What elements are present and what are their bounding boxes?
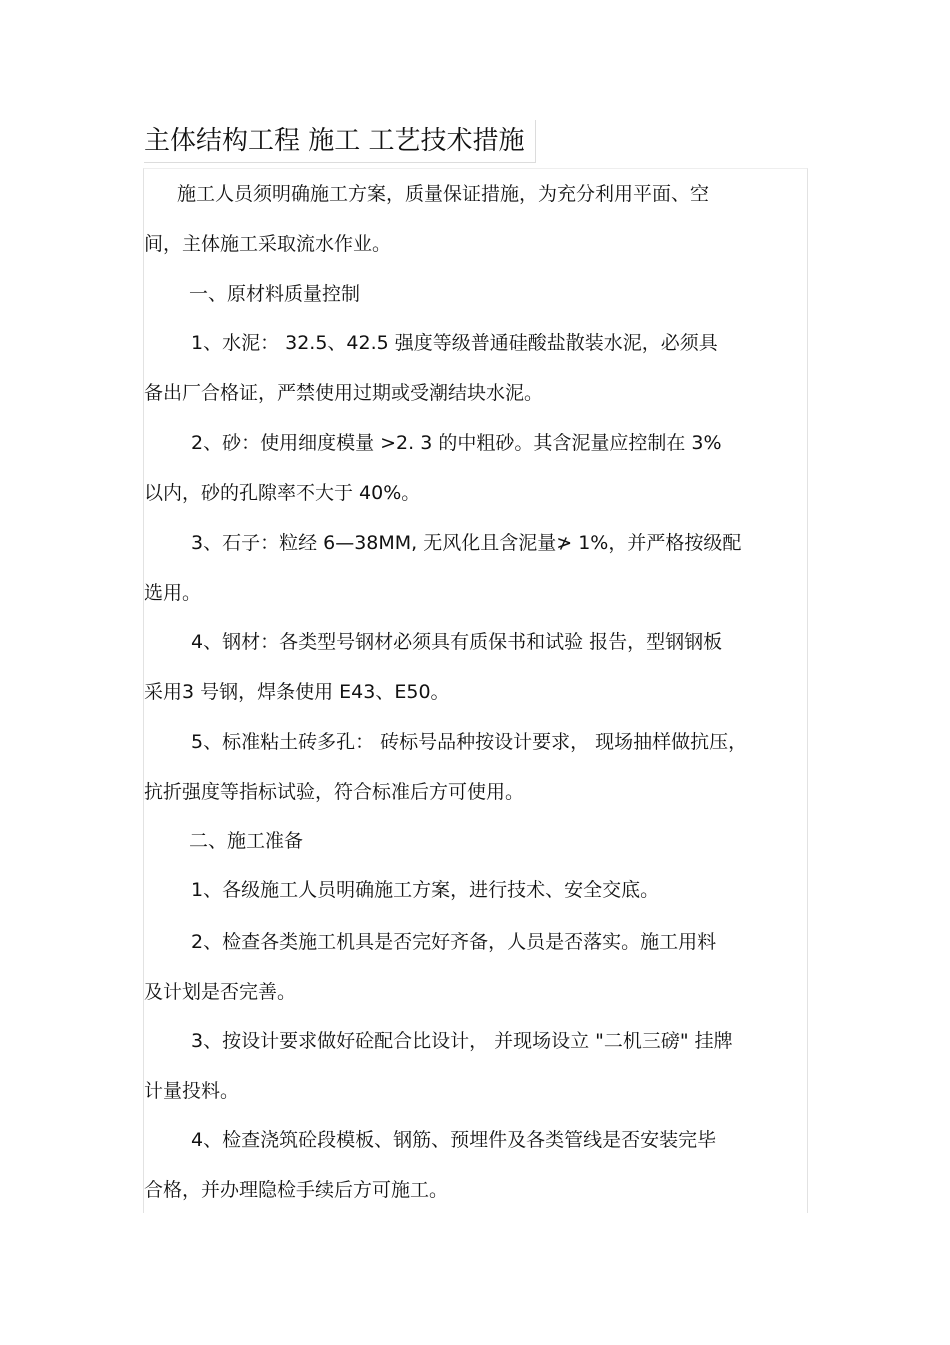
section-heading: 二、施工准备 xyxy=(189,830,304,852)
paragraph-line: 2、检查各类施工机具是否完好齐备，人员是否落实。施工用料 xyxy=(191,931,717,953)
paragraph-line: 2、砂：使用细度模量 >2. 3 的中粗砂。其含泥量应控制在 3% xyxy=(191,432,722,454)
paragraph-line: 1、水泥： 32.5、42.5 强度等级普通硅酸盐散装水泥，必须具 xyxy=(191,332,718,354)
paragraph-line: 5、标准粘土砖多孔： 砖标号品种按设计要求， 现场抽样做抗压， xyxy=(191,731,748,753)
paragraph-line: 4、钢材：各类型号钢材必须具有质保书和试验 报告，型钢钢板 xyxy=(191,631,723,653)
paragraph-line: 以内，砂的孔隙率不大于 40%。 xyxy=(144,482,421,504)
paragraph-line: 抗折强度等指标试验，符合标准后方可使用。 xyxy=(144,781,525,803)
document-title: 主体结构工程 施工 工艺技术措施 xyxy=(144,120,536,163)
paragraph-line: 及计划是否完善。 xyxy=(144,981,297,1003)
paragraph-line: 1、各级施工人员明确施工方案，进行技术、安全交底。 xyxy=(191,879,660,901)
paragraph-line: 3、石子：粒经 6—38MM, 无风化且含泥量≯ 1%，并严格按级配 xyxy=(191,532,742,554)
paragraph-line: 选用。 xyxy=(144,582,202,604)
paragraph-line: 采用3 号钢，焊条使用 E43、E50。 xyxy=(144,681,450,703)
paragraph-line: 备出厂合格证，严禁使用过期或受潮结块水泥。 xyxy=(144,382,544,404)
section-heading: 一、原材料质量控制 xyxy=(189,283,361,305)
paragraph-line: 施工人员须明确施工方案，质量保证措施，为充分利用平面、空 xyxy=(177,183,710,205)
paragraph-line: 4、检查浇筑砼段模板、钢筋、预埋件及各类管线是否安装完毕 xyxy=(191,1129,717,1151)
paragraph-line: 合格，并办理隐检手续后方可施工。 xyxy=(144,1179,449,1201)
paragraph-line: 间，主体施工采取流水作业。 xyxy=(144,233,392,255)
paragraph-line: 3、按设计要求做好砼配合比设计， 并现场设立 "二机三磅" 挂牌 xyxy=(191,1030,733,1052)
paragraph-line: 计量投料。 xyxy=(144,1080,240,1102)
